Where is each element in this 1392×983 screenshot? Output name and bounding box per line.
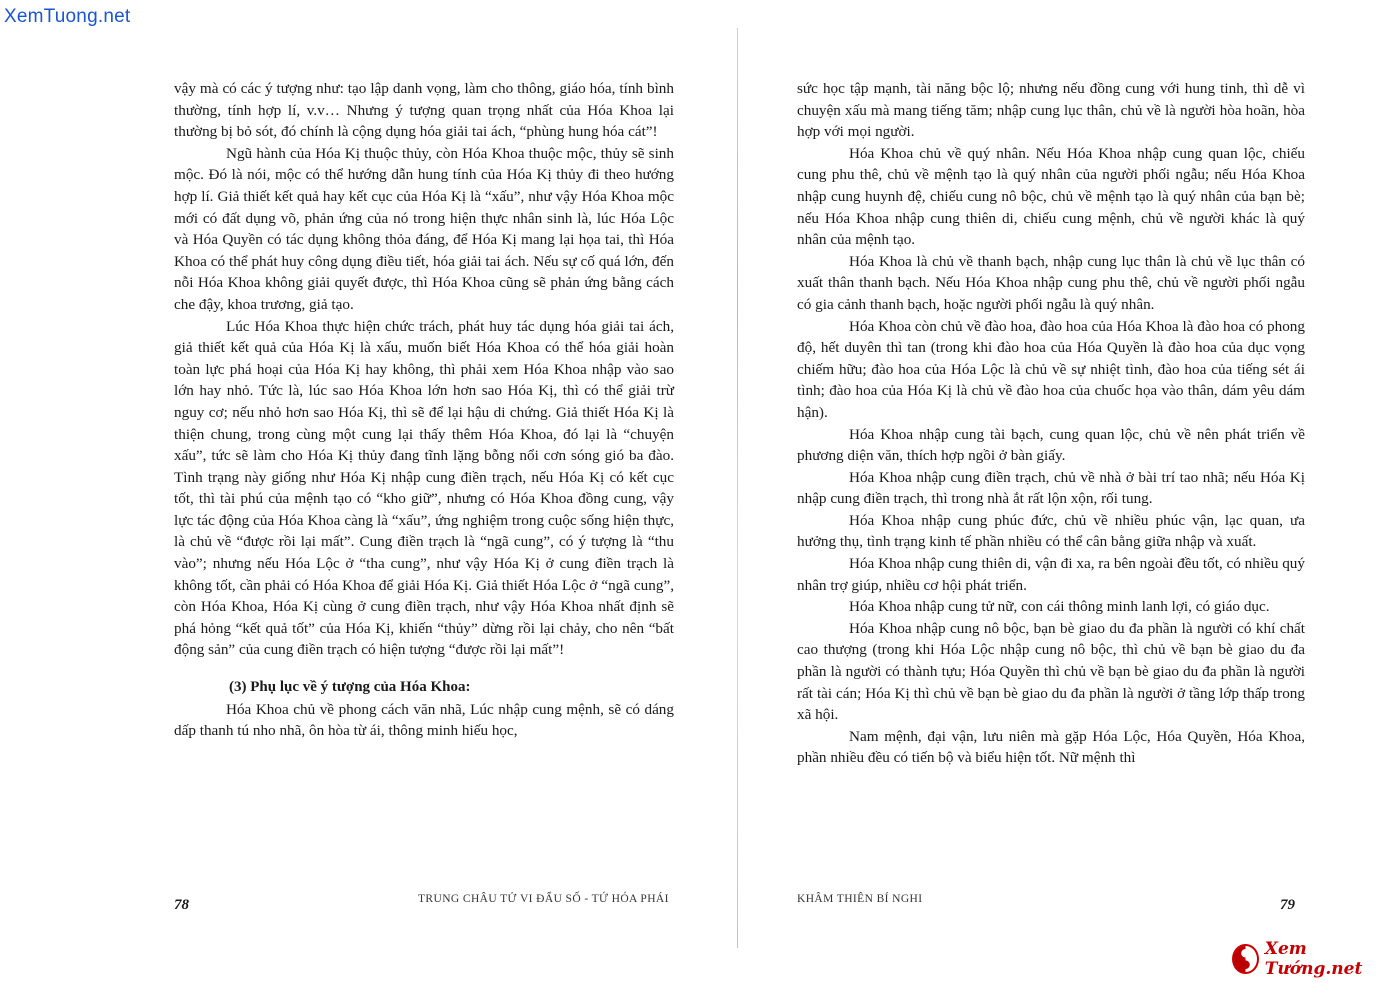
running-head-right: KHÂM THIÊN BÍ NGHI xyxy=(797,893,923,905)
paragraph: Nam mệnh, đại vận, lưu niên mà gặp Hóa Lộc, Hóa Quyền, Hóa Khoa, phần nhiều đều có tiến bộ và biểu hiện tốt. Nữ mệnh thì xyxy=(797,727,1305,767)
paragraph: Hóa Khoa nhập cung phúc đức, chủ về nhiều phúc vận, lạc quan, ưa hưởng thụ, tình trạng kinh tế phần nhiều có thể cân bằng giữa nhập và xuất. xyxy=(797,511,1305,551)
left-page xyxy=(174,78,674,742)
paragraph: Hóa Khoa nhập cung thiên di, vận đi xa, ra bên ngoài đều tốt, có nhiều quý nhân trợ giúp, nhiều cơ hội phát triển. xyxy=(797,555,1305,594)
paragraph: Lúc Hóa Khoa thực hiện chức trách, phát huy tác dụng hóa giải tai ách, giả thiết kết quả của Hóa Kị là xấu, muốn biết Hóa Khoa có thể hóa giải hoàn toàn lực phá hoại của Hóa Kị hay không, thì phải xem Hóa Khoa nhập vào sao lớn hay nhỏ. Tức là, lúc sao Hóa Khoa lớn hơn sao Hóa Kị, thì có thể giải trừ nguy cơ; nếu nhỏ hơn sao Hóa Kị, thì sẽ để lại hậu di chứng. Giả thiết Hóa Kị là thiện chung, trong cùng một cung lại thấy thêm Hóa Khoa, đó lại là “chuyện xấu”, tức sẽ làm cho Hóa Kị thủy đang tĩnh lặng bỗng nổi cơn sóng gió ba đào. Tình trạng này giống như Hóa Kị nhập cung điền trạch, nếu Hóa Kị có kết cục tốt, thì tài phú của mệnh tạo có “kho giữ”, nhưng có Hóa Khoa đồng cung, vậy lực tác động của Hóa Khoa càng là “xấu”, ứng nghiệm trong cuộc sống hiện thực, là chủ về “được rồi lại mất”. Cung điền trạch là “ngã cung”, có ý tượng là “thu vào”; nhưng nếu Hóa Lộc ở “tha cung”, như vậy Hóa Kị ở cung điền trạch là không tốt, cần phải có Hóa Khoa để giải Hóa Kị. Giả thiết Hóa Lộc ở “ngã cung”, còn Hóa Khoa, Hóa Kị cùng ở cung điền trạch, như vậy Hóa Khoa nhất định sẽ phá hỏng “kết quả tốt” của Hóa Kị, khiến “thủy” dừng rồi lại chảy, cho nên “bất động sản” của cung điền trạch có hiện tượng “được rồi lại mất”! xyxy=(174,317,674,659)
section-heading: (3) Phụ lục về ý tượng của Hóa Khoa: xyxy=(229,679,471,696)
paragraph: Hóa Khoa nhập cung nô bộc, bạn bè giao du đa phần là người có khí chất cao thượng (trong khi Hóa Lộc nhập cung nô bộc, thì chủ về bạn bè giao du đa phần là người có thành tựu; Hóa Quyền thì chủ về bạn bè giao du đa phần là người rất tài cán; Hóa Kị thì chủ về bạn bè giao du đa phần là người ở tầng lớp thấp trong xã hội. xyxy=(797,619,1305,724)
paragraph: Hóa Khoa nhập cung điền trạch, chủ về nhà ở bài trí tao nhã; nếu Hóa Kị nhập cung điền trạch, thì trong nhà ắt rất lộn xộn, rối tung. xyxy=(797,468,1305,508)
paragraph: Hóa Khoa chủ về phong cách văn nhã, Lúc nhập cung mệnh, sẽ có dáng dấp thanh tú nho nhã, ôn hòa từ ái, thông minh hiếu học, xyxy=(174,700,674,740)
paragraph: Hóa Khoa nhập cung tài bạch, cung quan lộc, chủ về nên phát triển về phương diện văn, thích hợp ngồi ở bàn giấy. xyxy=(797,425,1305,465)
paragraph: Hóa Khoa nhập cung tử nữ, con cái thông minh lanh lợi, có giáo dục. xyxy=(849,598,1270,616)
paragraph: Hóa Khoa còn chủ về đào hoa, đào hoa của Hóa Khoa là đào hoa có phong độ, hết duyên thì tan (trong khi đào hoa của Hóa Quyền là đào hoa của dục vọng chiếm hữu; đào hoa của Hóa Lộc là chủ về sự nhiệt tình, đào hoa của tiếng sét ái tình; đào hoa của Hóa Kị là chủ về đào hoa của chuốc họa vào thân, dám yêu dám hận). xyxy=(797,317,1305,421)
site-logo xyxy=(1232,938,1392,980)
paragraph: vậy mà có các ý tượng như: tạo lập danh vọng, làm cho thông, giáo hóa, tính bình thường, tính hợp lí, v.v… Nhưng ý tượng quan trọng nhất của Hóa Khoa lại thường bị bỏ sót, đó chính là cộng dụng hóa giải tai ách, “phùng hung hóa cát”! xyxy=(174,80,674,141)
paragraph: Ngũ hành của Hóa Kị thuộc thủy, còn Hóa Khoa thuộc mộc, thủy sẽ sinh mộc. Đó là nói, mộc có thể hướng dẫn hung tính của Hóa Kị thủy đi theo hướng hợp lí. Giả thiết kết quả hay kết cục của Hóa Kị là “xấu”, như vậy Hóa Khoa mộc mới có đất dụng võ, phản ứng của nó trong hiện thực nhân sinh là, lúc Hóa Lộc và Hóa Quyền có tác dụng không thỏa đáng, để Hóa Kị mang lại họa tai, thì Hóa Khoa có thể phát huy công dụng điều tiết, hóa giải tai ách. Nếu sự cố quá lớn, đến nỗi Hóa Khoa không giải quyết được, thì Hóa Khoa cũng sẽ phản ứng bằng cách che đậy, khoa trương, giả tạo. xyxy=(174,144,674,313)
paragraph: sức học tập mạnh, tài năng bộc lộ; nhưng nếu đồng cung với hung tinh, thì dễ vì chuyện xấu mà mang tiếng tăm; nhập cung lục thân, chủ về là người hòa hoãn, hòa hợp với mọi người. xyxy=(797,80,1305,141)
paragraph: Hóa Khoa là chủ về thanh bạch, nhập cung lục thân là chủ về lục thân có xuất thân thanh bạch. Nếu Hóa Khoa nhập cung phu thê, chủ về người phối ngẫu có gia cảnh thanh bạch, hoặc người phối ngẫu là quý nhân. xyxy=(797,252,1305,313)
paragraph: Hóa Khoa chủ về quý nhân. Nếu Hóa Khoa nhập cung quan lộc, chiếu cung phu thê, chủ về mệnh tạo là quý nhân của người phối ngẫu; nếu Hóa Khoa nhập cung huynh đệ, chiếu cung nô bộc, chủ về mệnh tạo là quý nhân của bạn bè; nếu Hóa Khoa nhập cung thiên di, chiếu cung mệnh, chủ về người khác là quý nhân của mệnh tạo. xyxy=(797,144,1305,249)
logo-text: Xem Tướng.net xyxy=(1264,939,1363,979)
site-watermark: XemTuong.net xyxy=(4,6,131,27)
right-page xyxy=(797,78,1305,769)
page-number-right: 79 xyxy=(1280,897,1295,913)
running-head-left: TRUNG CHÂU TỬ VI ĐẨU SỐ - TỨ HÓA PHÁI xyxy=(418,893,669,905)
page-number-left: 78 xyxy=(174,897,189,913)
yin-yang-icon xyxy=(1232,944,1259,974)
book-spine xyxy=(737,28,738,948)
